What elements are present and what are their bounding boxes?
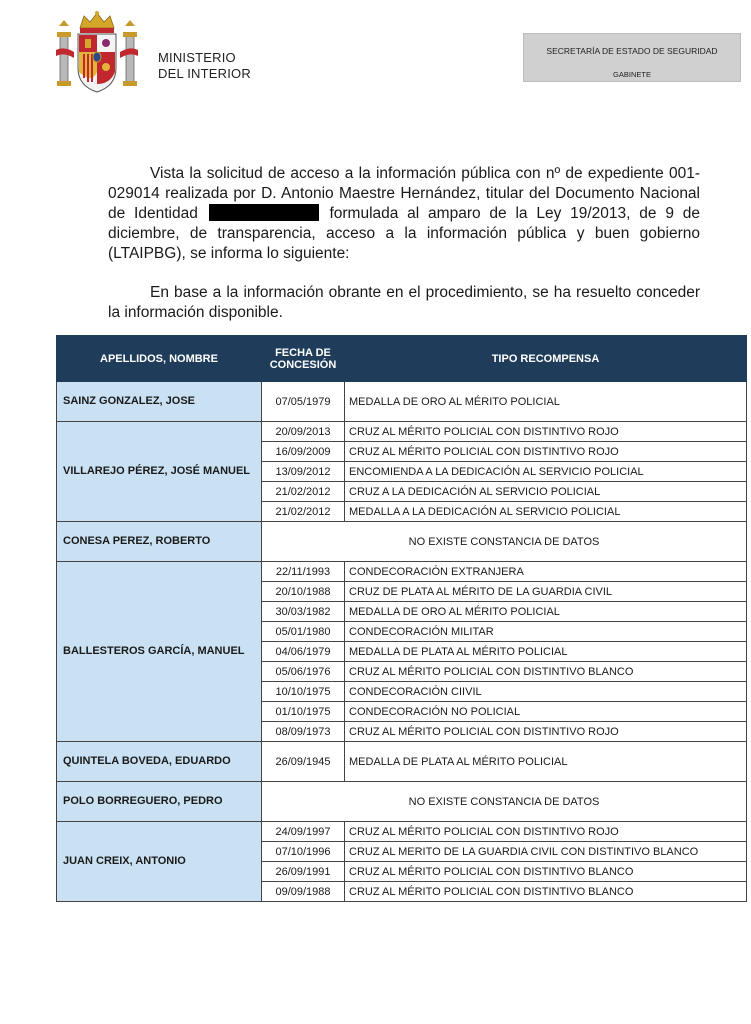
award-type: CRUZ AL MÉRITO POLICIAL CON DISTINTIVO ROJO: [345, 422, 747, 442]
request-text-after: formulada al amparo de la Ley 19/2013, de 9 de diciembre, de transparencia, acceso a la información pública y buen gobierno (LTAIPBG), se informa lo siguiente:: [108, 205, 700, 262]
awards-table: [56, 335, 747, 902]
award-type: MEDALLA DE ORO AL MÉRITO POLICIAL: [345, 602, 747, 622]
award-type: CONDECORACIÓN EXTRANJERA: [345, 562, 747, 582]
award-type: CRUZ AL MÉRITO POLICIAL CON DISTINTIVO BLANCO: [345, 862, 747, 882]
header-name: APELLIDOS, NOMBRE: [57, 336, 262, 382]
award-type: CONDECORACIÓN MILITAR: [345, 622, 747, 642]
table-row: [57, 422, 747, 442]
award-date: 07/10/1996: [262, 842, 345, 862]
award-date: 09/09/1988: [262, 882, 345, 902]
table-row: [57, 562, 747, 582]
award-date: 10/10/1975: [262, 682, 345, 702]
table-row: [57, 382, 747, 422]
table-row: [57, 522, 747, 562]
table-header-row: [57, 336, 747, 382]
person-name: VILLAREJO PÉREZ, JOSÉ MANUEL: [57, 422, 262, 522]
ministry-line-2: DEL INTERIOR: [158, 66, 251, 81]
award-date: 21/02/2012: [262, 502, 345, 522]
awards-table-body: [57, 382, 747, 902]
award-date: 08/09/1973: [262, 722, 345, 742]
award-type: CONDECORACIÓN NO POLICIAL: [345, 702, 747, 722]
award-type: CRUZ AL MÉRITO POLICIAL CON DISTINTIVO ROJO: [345, 442, 747, 462]
award-type: CRUZ AL MERITO DE LA GUARDIA CIVIL CON DISTINTIVO BLANCO: [345, 842, 747, 862]
award-date: 24/09/1997: [262, 822, 345, 842]
award-type: MEDALLA DE ORO AL MÉRITO POLICIAL: [345, 382, 747, 422]
award-type: MEDALLA DE PLATA AL MÉRITO POLICIAL: [345, 742, 747, 782]
person-name: QUINTELA BOVEDA, EDUARDO: [57, 742, 262, 782]
table-row: [57, 782, 747, 822]
secretariat-line-2: GABINETE: [613, 70, 651, 79]
award-type: CRUZ A LA DEDICACIÓN AL SERVICIO POLICIAL: [345, 482, 747, 502]
table-row: [57, 742, 747, 782]
award-type: ENCOMIENDA A LA DEDICACIÓN AL SERVICIO POLICIAL: [345, 462, 747, 482]
no-data-note: NO EXISTE CONSTANCIA DE DATOS: [262, 522, 747, 562]
resolution-paragraph: [108, 283, 700, 323]
resolution-text: En base a la información obrante en el procedimiento, se ha resuelto conceder la información disponible.: [108, 284, 700, 321]
award-date: 20/09/2013: [262, 422, 345, 442]
person-name: POLO BORREGUERO, PEDRO: [57, 782, 262, 822]
award-type: CRUZ AL MÉRITO POLICIAL CON DISTINTIVO BLANCO: [345, 662, 747, 682]
award-date: 22/11/1993: [262, 562, 345, 582]
ministry-line-1: MINISTERIO: [158, 50, 236, 65]
award-date: 13/09/2012: [262, 462, 345, 482]
coat-of-arms-of-spain-icon: [54, 10, 140, 98]
award-type: CRUZ DE PLATA AL MÉRITO DE LA GUARDIA CIVIL: [345, 582, 747, 602]
request-text-before: Vista la solicitud de acceso a la información pública con nº de expediente 001-029014 realizada por D. Antonio Maestre Hernández, titular del Documento Nacional de Identidad: [108, 165, 700, 222]
secretariat-line-1: SECRETARÍA DE ESTADO DE SEGURIDAD: [546, 46, 718, 56]
award-type: CRUZ AL MÉRITO POLICIAL CON DISTINTIVO ROJO: [345, 822, 747, 842]
award-type: MEDALLA DE PLATA AL MÉRITO POLICIAL: [345, 642, 747, 662]
award-date: 30/03/1982: [262, 602, 345, 622]
award-date: 16/09/2009: [262, 442, 345, 462]
person-name: BALLESTEROS GARCÍA, MANUEL: [57, 562, 262, 742]
person-name: SAINZ GONZALEZ, JOSE: [57, 382, 262, 422]
award-type: MEDALLA A LA DEDICACIÓN AL SERVICIO POLICIAL: [345, 502, 747, 522]
header-award-type: TIPO RECOMPENSA: [345, 336, 747, 382]
award-date: 07/05/1979: [262, 382, 345, 422]
award-date: 04/06/1979: [262, 642, 345, 662]
award-date: 20/10/1988: [262, 582, 345, 602]
award-date: 26/09/1991: [262, 862, 345, 882]
person-name: CONESA PEREZ, ROBERTO: [57, 522, 262, 562]
secretariat-box: [523, 33, 741, 82]
table-row: [57, 822, 747, 842]
award-type: CONDECORACIÓN CIIVIL: [345, 682, 747, 702]
award-type: CRUZ AL MÉRITO POLICIAL CON DISTINTIVO BLANCO: [345, 882, 747, 902]
award-date: 01/10/1975: [262, 702, 345, 722]
request-paragraph: [108, 164, 700, 264]
award-date: 05/06/1976: [262, 662, 345, 682]
award-date: 21/02/2012: [262, 482, 345, 502]
header-date: FECHA DE CONCESIÓN: [262, 336, 345, 382]
award-type: CRUZ AL MÉRITO POLICIAL CON DISTINTIVO ROJO: [345, 722, 747, 742]
award-date: 05/01/1980: [262, 622, 345, 642]
redacted-id-block: [209, 204, 319, 221]
ministry-name: [158, 50, 251, 82]
award-date: 26/09/1945: [262, 742, 345, 782]
person-name: JUAN CREIX, ANTONIO: [57, 822, 262, 902]
no-data-note: NO EXISTE CONSTANCIA DE DATOS: [262, 782, 747, 822]
